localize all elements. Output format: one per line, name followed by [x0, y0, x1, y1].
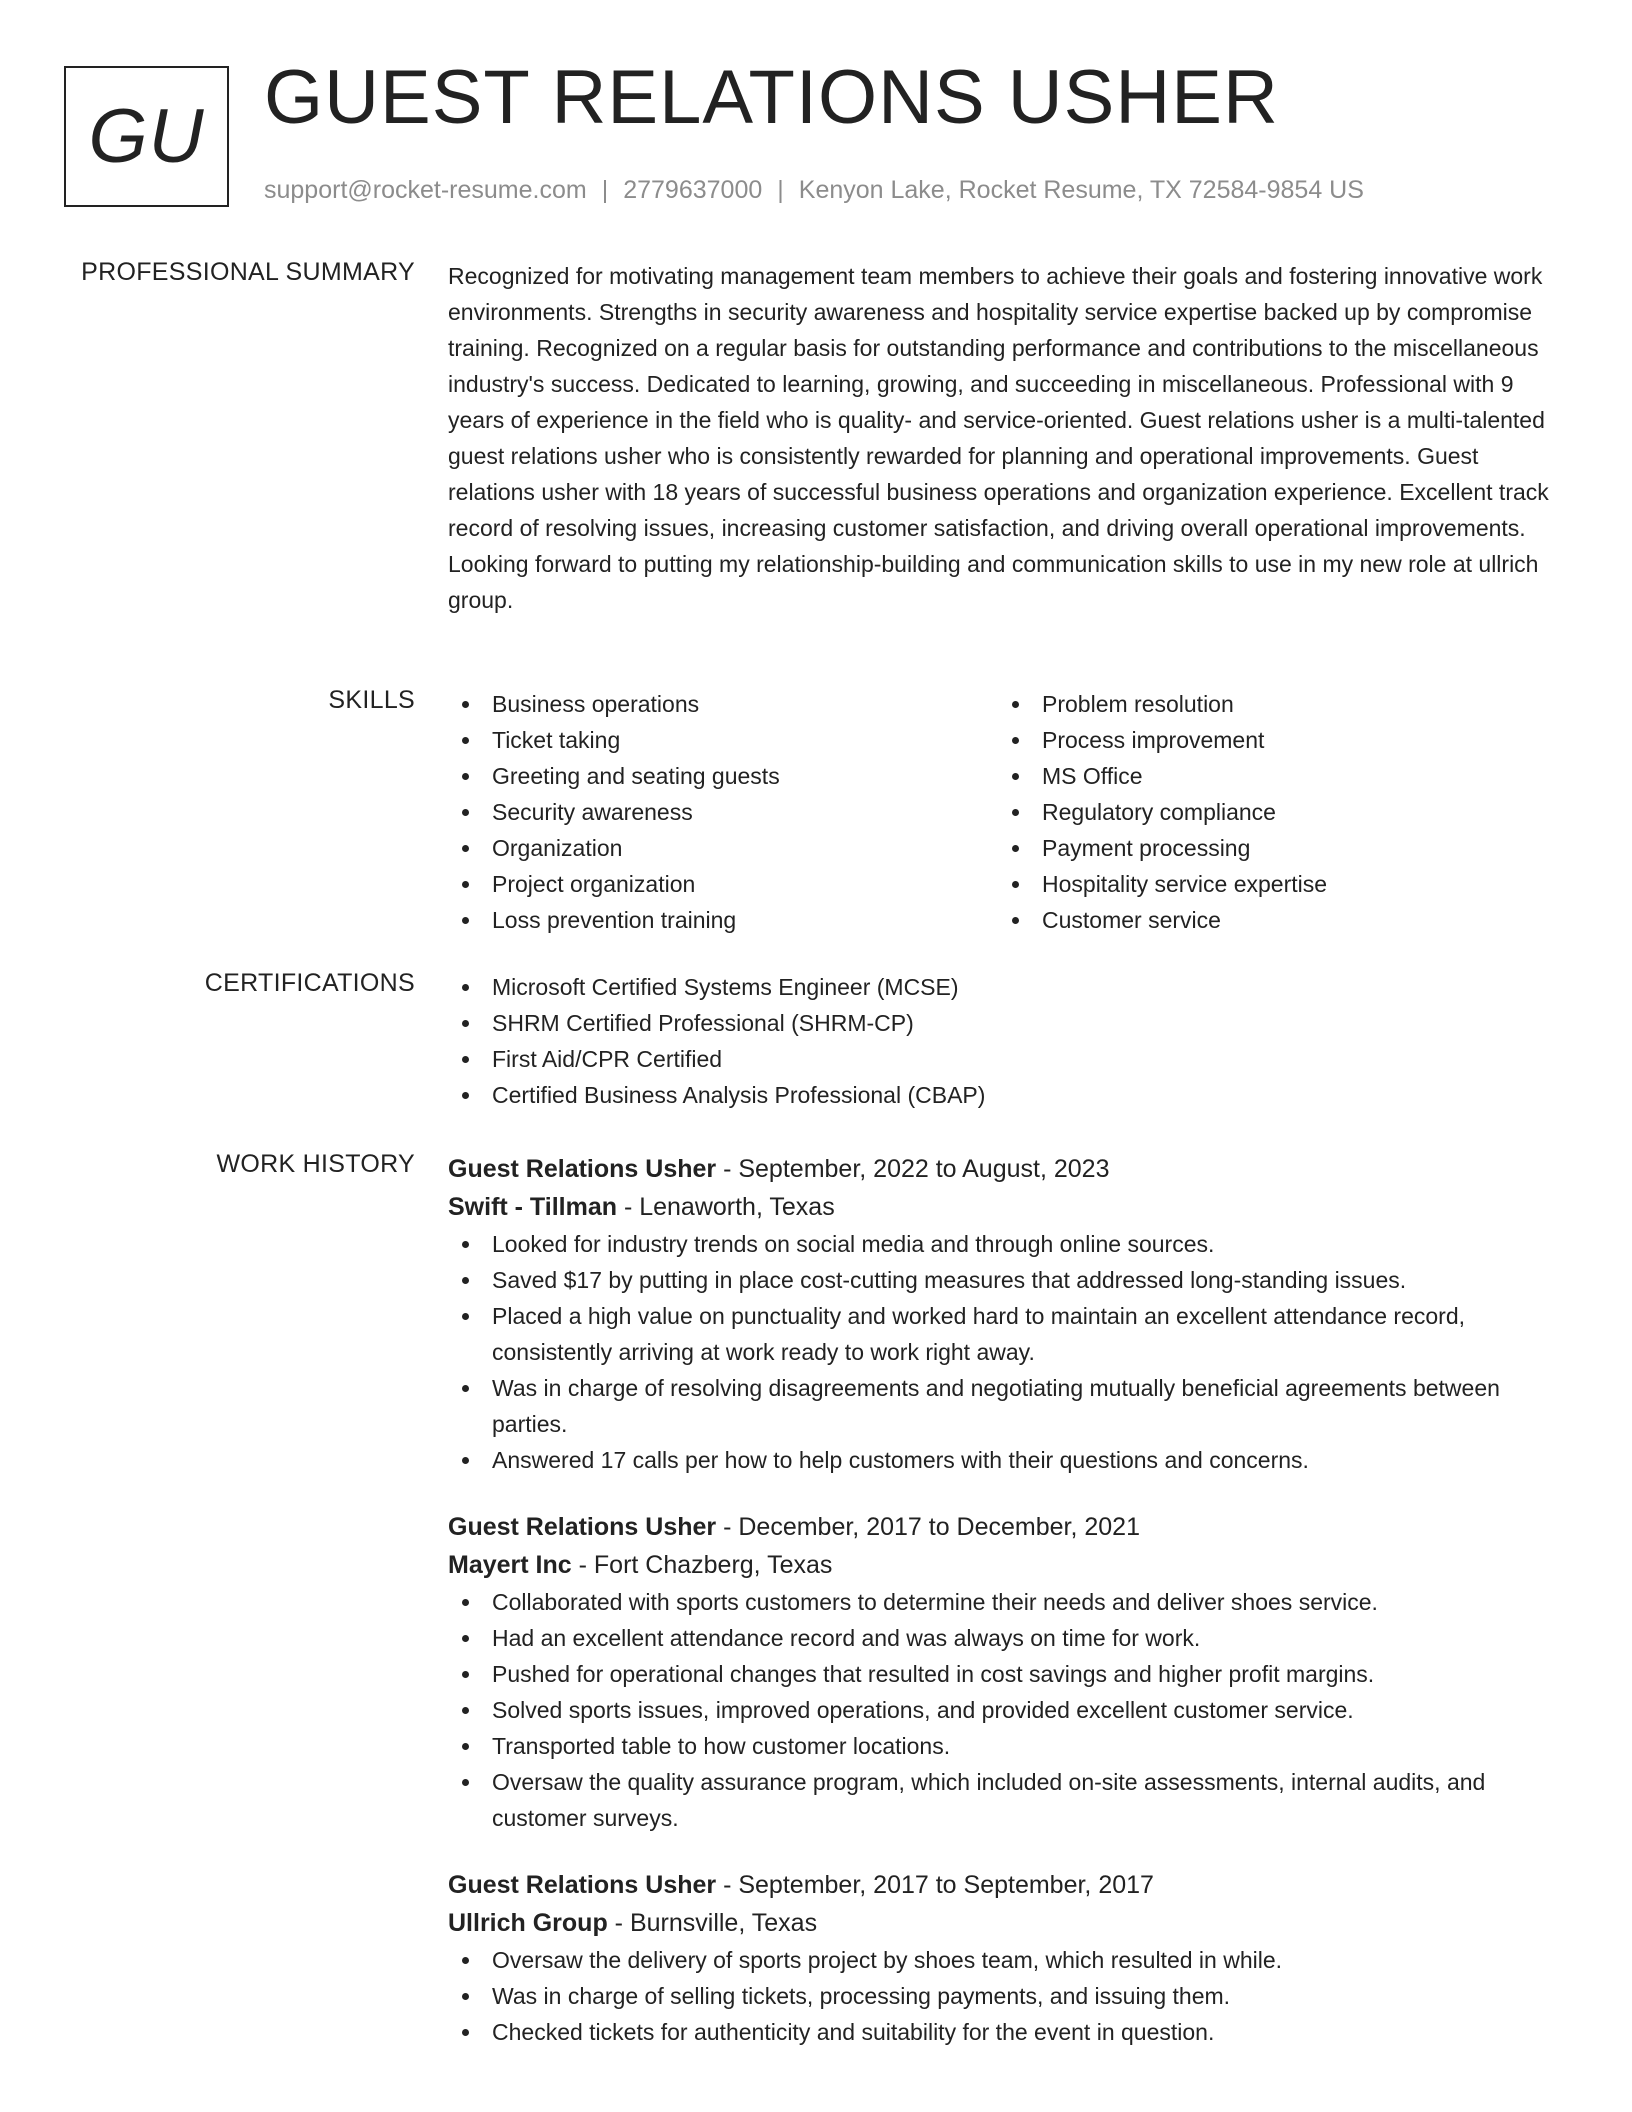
- job-company: Swift - Tillman: [448, 1193, 617, 1221]
- job-bullet: Oversaw the delivery of sports project by shoes team, which resulted in while.: [448, 1942, 1568, 1978]
- work-history-body: [448, 1150, 1568, 2080]
- job-bullet: Solved sports issues, improved operations, and provided excellent customer service.: [448, 1692, 1568, 1728]
- skills-heading: SKILLS: [328, 686, 415, 714]
- job-bullet: Collaborated with sports customers to determine their needs and deliver shoes service.: [448, 1584, 1568, 1620]
- job-location: - Fort Chazberg, Texas: [571, 1551, 833, 1579]
- job-dates: - September, 2017 to September, 2017: [716, 1871, 1154, 1899]
- skill-item: Organization: [448, 830, 998, 866]
- job-dates: - September, 2022 to August, 2023: [716, 1155, 1110, 1183]
- job-company-line: [448, 1904, 1568, 1942]
- contact-separator: |: [601, 176, 609, 204]
- job-company-line: [448, 1546, 1568, 1584]
- skill-item: Payment processing: [998, 830, 1548, 866]
- job-location: - Lenaworth, Texas: [617, 1193, 835, 1221]
- job-bullet: Oversaw the quality assurance program, which included on-site assessments, internal audits, and customer surveys.: [448, 1764, 1568, 1836]
- work-history-heading: WORK HISTORY: [216, 1150, 415, 1178]
- skill-item: Ticket taking: [448, 722, 998, 758]
- job-bullet: Had an excellent attendance record and was always on time for work.: [448, 1620, 1568, 1656]
- certifications-heading: CERTIFICATIONS: [204, 969, 415, 997]
- contact-separator: |: [777, 176, 784, 204]
- summary-text: Recognized for motivating management team members to achieve their goals and fostering innovative work environments. Strengths in security awareness and hospitality service expertise backed up by compromise training. Recognized on a regular basis for outstanding performance and contributions to the miscellaneous industry's success. Dedicated to learning, growing, and succeeding in miscellaneous. Professional with 9 years of experience in the field who is quality- and service-oriented. Guest relations usher is a multi-talented guest relations usher who is consistently rewarded for planning and operational improvements. Guest relations usher with 18 years of successful business operations and organization experience. Excellent track record of resolving issues, increasing customer satisfaction, and driving overall operational improvements. Looking forward to putting my relationship-building and communication skills to use in my new role at ullrich group.: [448, 263, 1549, 613]
- job-location: - Burnsville, Texas: [607, 1909, 818, 1937]
- job-bullet: Placed a high value on punctuality and worked hard to maintain an excellent attendance record, consistently arriving at work ready to work right away.: [448, 1298, 1568, 1370]
- job-bullets: [448, 1942, 1568, 2050]
- summary-heading: PROFESSIONAL SUMMARY: [81, 258, 415, 286]
- certification-item: Microsoft Certified Systems Engineer (MCSE): [448, 969, 1568, 1005]
- skill-item: Problem resolution: [998, 686, 1548, 722]
- job-bullets: [448, 1226, 1568, 1478]
- summary-body: [448, 258, 1568, 618]
- monogram-logo: GU: [64, 66, 229, 207]
- skill-item: MS Office: [998, 758, 1548, 794]
- page-title: GUEST RELATIONS USHER: [264, 55, 1279, 140]
- job-title: Guest Relations Usher: [448, 1155, 717, 1183]
- job-company-line: [448, 1188, 1568, 1226]
- skill-item: Loss prevention training: [448, 902, 998, 938]
- skills-list-right: [998, 686, 1548, 938]
- job-title-line: [448, 1508, 1568, 1546]
- skill-item: Process improvement: [998, 722, 1548, 758]
- job-bullet: Was in charge of resolving disagreements and negotiating mutually beneficial agreements between parties.: [448, 1370, 1568, 1442]
- certification-item: Certified Business Analysis Professional (CBAP): [448, 1077, 1568, 1113]
- certification-item: SHRM Certified Professional (SHRM-CP): [448, 1005, 1568, 1041]
- job-company: Mayert Inc: [448, 1551, 572, 1579]
- job-bullet: Looked for industry trends on social media and through online sources.: [448, 1226, 1568, 1262]
- contact-line: [264, 176, 1364, 205]
- job-entry: [448, 1150, 1568, 1478]
- job-bullet: Transported table to how customer locations.: [448, 1728, 1568, 1764]
- skill-item: Security awareness: [448, 794, 998, 830]
- certification-item: First Aid/CPR Certified: [448, 1041, 1568, 1077]
- job-bullet: Answered 17 calls per how to help customers with their questions and concerns.: [448, 1442, 1568, 1478]
- certifications-list: [448, 969, 1568, 1113]
- job-company: Ullrich Group: [448, 1909, 608, 1937]
- job-title-line: [448, 1150, 1568, 1188]
- certifications-body: [448, 969, 1568, 1113]
- job-bullet: Checked tickets for authenticity and suitability for the event in question.: [448, 2014, 1568, 2050]
- job-bullet: Saved $17 by putting in place cost-cutting measures that addressed long-standing issues.: [448, 1262, 1568, 1298]
- job-entry: [448, 1866, 1568, 2050]
- skill-item: Greeting and seating guests: [448, 758, 998, 794]
- skills-list-left: [448, 686, 998, 938]
- contact-email: support@rocket-resume.com: [264, 176, 587, 204]
- skill-item: Regulatory compliance: [998, 794, 1548, 830]
- skill-item: Hospitality service expertise: [998, 866, 1548, 902]
- contact-address: Kenyon Lake, Rocket Resume, TX 72584-9854 US: [798, 176, 1364, 204]
- job-bullet: Pushed for operational changes that resulted in cost savings and higher profit margins.: [448, 1656, 1568, 1692]
- job-title: Guest Relations Usher: [448, 1513, 717, 1541]
- job-bullet: Was in charge of selling tickets, processing payments, and issuing them.: [448, 1978, 1568, 2014]
- skills-body: [448, 686, 1568, 938]
- skill-item: Project organization: [448, 866, 998, 902]
- job-title-line: [448, 1866, 1568, 1904]
- job-title: Guest Relations Usher: [448, 1871, 717, 1899]
- contact-phone: 2779637000: [623, 176, 763, 204]
- job-bullets: [448, 1584, 1568, 1836]
- job-entry: [448, 1508, 1568, 1836]
- skill-item: Customer service: [998, 902, 1548, 938]
- job-dates: - December, 2017 to December, 2021: [716, 1513, 1140, 1541]
- skill-item: Business operations: [448, 686, 998, 722]
